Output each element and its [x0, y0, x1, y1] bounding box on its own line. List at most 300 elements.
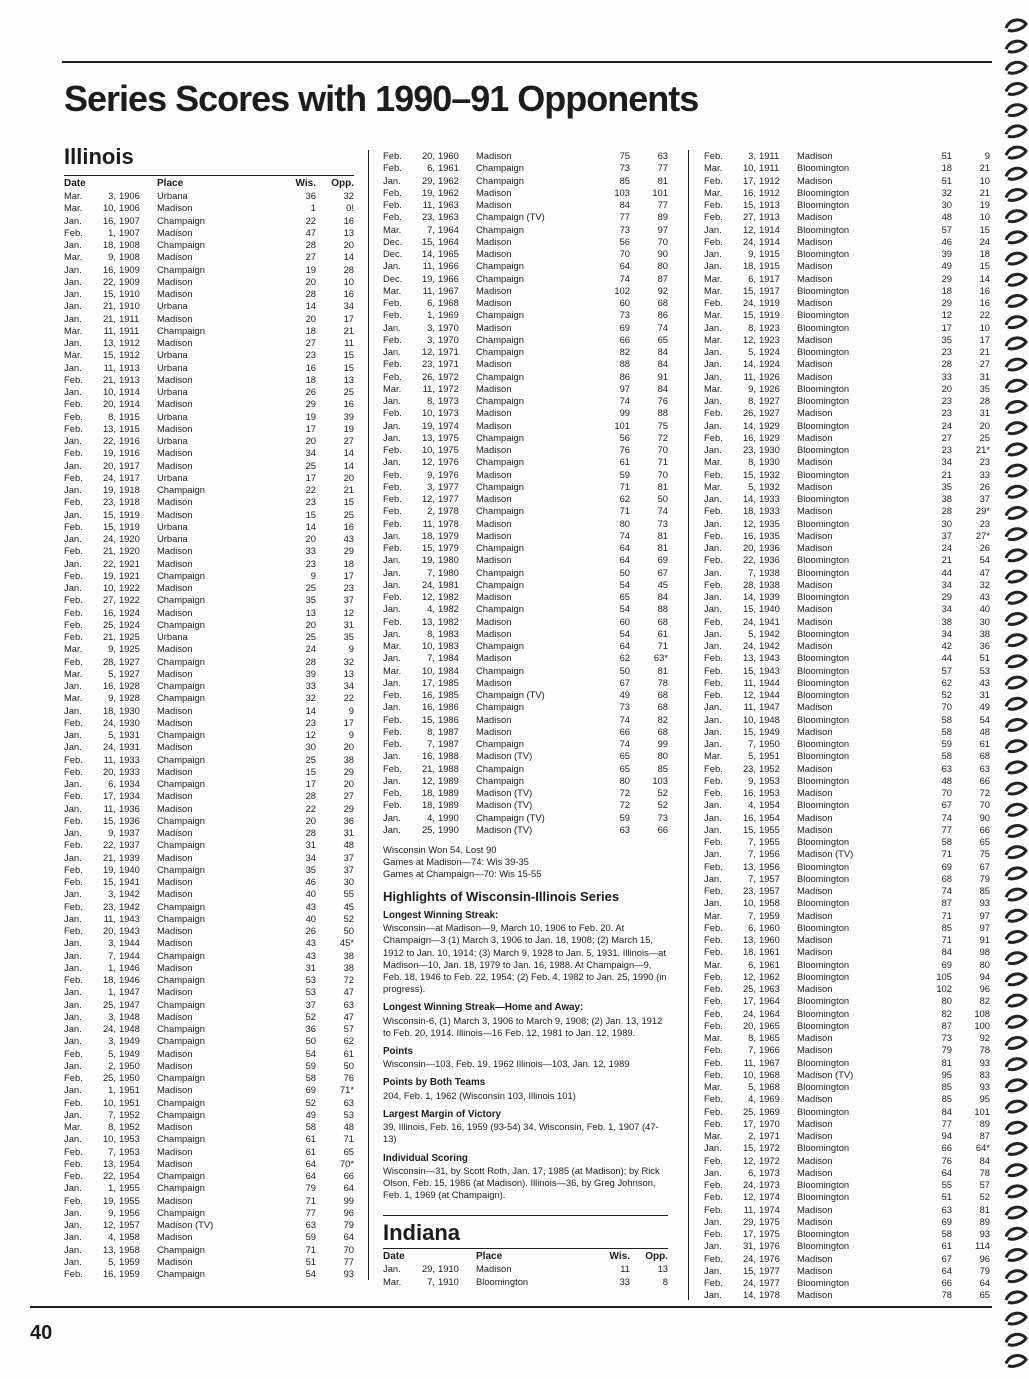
spiral-coil: [1006, 762, 1026, 773]
cell-day: 19,: [102, 863, 116, 875]
cell-wis: 14: [305, 300, 316, 312]
cell-opp: 32: [343, 655, 354, 667]
cell-month: Mar.: [64, 190, 83, 201]
table-row: [383, 738, 668, 750]
cell-place: Madison: [797, 603, 833, 615]
table-row: [64, 815, 354, 827]
cell-year: 1940: [759, 603, 780, 615]
cell-opp: 91: [979, 934, 990, 945]
table-row: [383, 150, 668, 162]
cell-wis: 44: [941, 652, 952, 664]
table-row: [704, 1277, 990, 1289]
cell-place: Madison: [797, 529, 833, 541]
cell-month: Jan.: [704, 1142, 722, 1154]
cell-place: Madison: [797, 885, 833, 896]
cell-place: Bloomington: [797, 799, 850, 811]
cell-day: 18,: [421, 529, 435, 541]
cell-place: Madison (TV): [476, 787, 533, 798]
cell-wis: 74: [619, 395, 630, 406]
cell-year: 1927: [119, 655, 140, 667]
table-row: [383, 236, 668, 248]
highlight-text: Wisconsin—at Madison—9, March 10, 1906 to Feb. 20. At Champaign—3 (1) March 3, 1906 to Jan. 18, 1908; (2) March 15, 1912 to Jan. 10, 1914; (3) March 9, 1928 to Jan. 5, 1931. Illinois—at Madison—10, Jan. 18, 1979 to Jan. 16, 1988. At Champaign—9, Feb. 18, 1946 to Feb. 22, 1954; (2) Feb. 4, 1982 to Jan. 25, 1990 (in progress).: [383, 922, 667, 995]
cell-opp: 85: [657, 762, 668, 774]
cell-opp: 77: [657, 199, 668, 210]
cell-opp: 17: [343, 716, 354, 728]
cell-month: Mar.: [704, 382, 723, 394]
cell-day: 11,: [103, 753, 116, 765]
table-row: [64, 986, 354, 998]
cell-month: Feb.: [704, 1154, 723, 1166]
cell-month: Feb.: [383, 468, 402, 480]
table-row: [704, 456, 990, 468]
cell-day: 12,: [421, 493, 435, 504]
cell-month: Feb.: [704, 1068, 723, 1080]
cell-day: 3,: [748, 150, 756, 161]
cell-month: Feb.: [383, 211, 402, 223]
cell-opp: 35: [343, 631, 354, 642]
cell-wis: 20: [305, 533, 316, 544]
table-row: [704, 407, 990, 419]
cell-place: Champaign: [157, 324, 205, 336]
cell-month: Jan.: [64, 802, 82, 814]
cell-year: 1927: [759, 407, 780, 419]
cell-year: 1974: [759, 1191, 780, 1203]
cell-place: Bloomington: [797, 493, 850, 504]
table-row: [704, 1057, 990, 1069]
cell-year: 1929: [759, 419, 780, 431]
cell-day: 3,: [427, 321, 435, 333]
table-row: [704, 211, 990, 223]
cell-opp: 29*: [975, 505, 990, 517]
cell-place: Champaign: [157, 900, 205, 912]
cell-month: Feb.: [704, 578, 723, 590]
cell-place: Champaign: [476, 346, 524, 357]
cell-place: Champaign: [476, 480, 524, 492]
cell-opp: 75: [657, 419, 668, 431]
cell-place: Bloomington: [797, 921, 850, 933]
cell-month: Mar.: [704, 480, 723, 492]
cell-day: 10,: [742, 897, 756, 909]
cell-wis: 62: [941, 676, 952, 688]
cell-day: 17,: [742, 1228, 756, 1239]
cell-month: Jan.: [383, 529, 401, 541]
series-summary: [383, 844, 668, 881]
cell-place: Bloomington: [797, 419, 850, 431]
table-row: [383, 603, 668, 615]
summary-line: Games at Champaign—70: Wis 15-55: [383, 868, 542, 880]
table-row: [64, 533, 354, 545]
section-rule: [64, 175, 354, 176]
cell-wis: 56: [619, 235, 630, 247]
cell-year: 1973: [438, 395, 459, 406]
cell-month: Jan.: [64, 729, 82, 740]
cell-opp: 25: [343, 508, 354, 520]
cell-opp: 98: [979, 946, 990, 958]
cell-month: Jan.: [64, 288, 82, 299]
cell-month: Jan.: [64, 961, 82, 973]
cell-opp: 39: [343, 410, 354, 422]
cell-opp: 81: [657, 480, 668, 492]
cell-year: 1964: [438, 235, 459, 247]
cell-opp: 78: [657, 676, 668, 688]
cell-month: Feb.: [704, 1019, 723, 1031]
cell-day: 12,: [742, 1191, 756, 1203]
cell-wis: 47: [305, 226, 316, 238]
cell-place: Champaign: [157, 1243, 205, 1255]
cell-place: Madison: [797, 542, 833, 553]
table-row: [704, 603, 990, 615]
table-row: [64, 827, 354, 839]
cell-wis: 38: [941, 493, 952, 504]
table-row: [64, 852, 354, 864]
cell-opp: 16: [343, 214, 354, 226]
table-row: [64, 337, 354, 349]
cell-year: 1930: [759, 444, 780, 455]
cell-month: Jan.: [704, 1264, 722, 1276]
cell-year: 1919: [759, 309, 780, 321]
cell-wis: 65: [619, 750, 630, 762]
cell-year: 1958: [119, 1243, 140, 1255]
cell-place: Champaign: [476, 309, 524, 321]
cell-place: Madison: [797, 407, 833, 419]
cell-year: 1990: [438, 811, 459, 823]
cell-opp: 93: [979, 1228, 990, 1239]
cell-month: Jan.: [383, 431, 401, 443]
cell-month: Feb.: [64, 422, 83, 434]
table-row: [704, 922, 990, 934]
cell-wis: 28: [941, 358, 952, 370]
cell-year: 1986: [438, 701, 459, 713]
cell-wis: 74: [619, 272, 630, 284]
cell-day: 16,: [742, 529, 756, 541]
cell-day: 14,: [742, 358, 756, 370]
cell-day: 25,: [742, 1105, 756, 1117]
cell-opp: 24: [979, 235, 990, 247]
cell-day: 6,: [108, 778, 116, 789]
cell-month: Feb.: [64, 471, 83, 483]
cell-wis: 23: [305, 716, 316, 728]
cell-opp: 63: [979, 762, 990, 774]
cell-wis: 23: [305, 557, 316, 569]
cell-year: 1971: [438, 346, 459, 357]
cell-year: 1966: [759, 1044, 780, 1056]
cell-year: 1914: [119, 386, 140, 397]
cell-wis: 85: [941, 1093, 952, 1105]
cell-month: Feb.: [704, 921, 723, 933]
cell-month: Jan.: [704, 444, 722, 455]
spiral-coil: [1006, 41, 1026, 52]
cell-opp: 45: [657, 578, 668, 590]
cell-wis: 15: [305, 765, 316, 777]
cell-place: Madison: [797, 725, 833, 737]
cell-day: 5,: [748, 346, 756, 357]
cell-day: 8,: [108, 410, 116, 422]
cell-place: Madison: [476, 235, 512, 247]
table-row: [704, 1204, 990, 1216]
cell-place: Madison: [157, 643, 193, 655]
cell-month: Feb.: [704, 652, 723, 664]
cell-day: 16,: [102, 680, 116, 691]
table-row: [704, 885, 990, 897]
cell-day: 15,: [742, 284, 756, 296]
cell-year: 1973: [759, 1179, 780, 1190]
cell-wis: 63: [619, 823, 630, 835]
cell-day: 12,: [742, 333, 756, 345]
illinois-table-a: [64, 190, 354, 1280]
cell-place: Urbana: [157, 361, 188, 373]
cell-year: 1989: [438, 799, 459, 811]
cell-day: 7,: [108, 949, 116, 961]
cell-year: 1924: [759, 358, 780, 370]
cell-month: Feb.: [383, 799, 402, 811]
cell-day: 18,: [102, 239, 116, 250]
cell-opp: 64: [343, 1231, 354, 1243]
cell-wis: 31: [305, 839, 316, 851]
spiral-coil: [1006, 932, 1026, 943]
spiral-coil: [1006, 1186, 1026, 1197]
spiral-coil: [1006, 253, 1026, 264]
cell-wis: 49: [305, 1108, 316, 1120]
cell-opp: 38: [343, 949, 354, 961]
cell-wis: 69: [941, 1215, 952, 1227]
cell-opp: 38: [979, 627, 990, 639]
cell-month: Jan.: [64, 1035, 82, 1047]
cell-opp: 71*: [339, 1084, 354, 1096]
cell-wis: 21: [941, 468, 952, 480]
cell-year: 1911: [119, 324, 140, 336]
cell-wis: 24: [941, 419, 952, 431]
spiral-coil: [1006, 1271, 1026, 1282]
cell-wis: 58: [941, 750, 952, 762]
cell-opp: 88: [657, 407, 668, 419]
cell-month: Feb.: [64, 410, 83, 422]
cell-day: 9,: [427, 468, 435, 480]
cell-opp: 70: [657, 235, 668, 247]
cell-day: 24,: [742, 1252, 756, 1264]
cell-month: Feb.: [704, 664, 723, 676]
cell-opp: 52: [979, 1191, 990, 1203]
cell-day: 9,: [108, 251, 116, 263]
cell-opp: 23: [979, 456, 990, 468]
cell-wis: 64: [619, 542, 630, 553]
table-row: [64, 1256, 354, 1268]
table-row: [704, 420, 990, 432]
cell-day: 7,: [748, 848, 756, 860]
cell-place: Madison: [157, 667, 193, 679]
cell-wis: 86: [619, 370, 630, 382]
cell-opp: 70: [343, 1243, 354, 1255]
cell-day: 24,: [742, 297, 756, 308]
cell-year: 1971: [438, 358, 459, 370]
cell-place: Urbana: [157, 435, 188, 446]
cell-year: 1967: [759, 1056, 780, 1068]
cell-opp: 94: [979, 970, 990, 982]
cell-wis: 76: [619, 444, 630, 455]
cell-opp: 89: [657, 211, 668, 223]
cell-day: 19,: [102, 1194, 116, 1206]
cell-wis: 28: [305, 790, 316, 802]
cell-opp: 31: [979, 689, 990, 700]
table-row: [383, 444, 668, 456]
cell-day: 18,: [421, 799, 435, 811]
spiral-coil: [1006, 677, 1026, 688]
cell-month: Mar.: [383, 664, 402, 676]
table-row: [383, 750, 668, 762]
spiral-coil: [1006, 1122, 1026, 1133]
cell-year: 1942: [759, 640, 780, 651]
table-row: [383, 358, 668, 370]
cell-month: Mar.: [64, 349, 83, 361]
cell-day: 10,: [421, 407, 435, 419]
cell-place: Bloomington: [797, 664, 850, 676]
cell-day: 4,: [748, 799, 756, 811]
cell-year: 1932: [759, 480, 780, 492]
header-wis: Wis.: [609, 1251, 630, 1263]
cell-opp: 76: [657, 395, 668, 406]
cell-wis: 99: [619, 407, 630, 419]
table-row: [64, 227, 354, 239]
cell-opp: 79: [979, 1264, 990, 1276]
cell-year: 1936: [119, 814, 140, 826]
cell-wis: 29: [305, 398, 316, 410]
table-row: [383, 322, 668, 334]
cell-opp: 73: [657, 517, 668, 529]
cell-month: Dec.: [383, 235, 403, 247]
cell-year: 1958: [119, 1231, 140, 1243]
cell-year: 1961: [759, 958, 780, 970]
cell-year: 1981: [438, 578, 459, 590]
cell-month: Mar.: [383, 1275, 402, 1287]
spiral-coil: [1006, 1038, 1026, 1049]
cell-month: Feb.: [383, 370, 402, 382]
cell-year: 1913: [759, 199, 780, 210]
cell-month: Feb.: [383, 199, 402, 210]
cell-wis: 55: [941, 1179, 952, 1190]
cell-year: 1932: [759, 468, 780, 480]
cell-wis: 17: [305, 471, 316, 483]
cell-day: 13,: [742, 652, 756, 664]
cell-day: 11,: [743, 1056, 756, 1068]
table-row: [64, 1048, 354, 1060]
cell-opp: 88: [657, 603, 668, 615]
cell-year: 1954: [119, 1170, 140, 1181]
cell-month: Mar.: [704, 750, 723, 762]
table-row: [704, 309, 990, 321]
cell-month: Jan.: [704, 713, 722, 725]
cell-place: Madison: [476, 297, 512, 308]
table-row: [64, 325, 354, 337]
cell-year: 1940: [119, 863, 140, 875]
table-row: [383, 579, 668, 591]
cell-wis: 33: [305, 545, 316, 557]
cell-month: Jan.: [704, 1215, 722, 1227]
table-row: [64, 251, 354, 263]
cell-month: Mar.: [704, 186, 723, 198]
spiral-coil: [1006, 380, 1026, 391]
table-row: [383, 665, 668, 677]
cell-place: Bloomington: [797, 1056, 850, 1068]
table-row: [64, 362, 354, 374]
cell-opp: 17: [979, 333, 990, 345]
cell-day: 20,: [421, 150, 435, 161]
table-row: [704, 505, 990, 517]
cell-opp: 83: [979, 1068, 990, 1080]
cell-month: Jan.: [383, 676, 401, 688]
cell-year: 1913: [759, 211, 780, 223]
cell-place: Madison: [157, 1194, 193, 1206]
cell-place: Bloomington: [797, 652, 850, 664]
cell-wis: 78: [941, 1289, 952, 1301]
cell-opp: 78: [979, 1044, 990, 1056]
cell-opp: 84: [657, 591, 668, 602]
cell-wis: 37: [941, 529, 952, 541]
cell-year: 1988: [438, 762, 459, 774]
cell-year: 1910: [119, 300, 140, 312]
cell-place: Madison: [797, 811, 833, 823]
cell-month: Feb.: [704, 1093, 723, 1105]
cell-place: Madison: [157, 496, 193, 508]
cell-place: Champaign: [476, 664, 524, 676]
cell-month: Feb.: [383, 738, 402, 749]
cell-day: 11,: [103, 361, 116, 373]
cell-opp: 108: [974, 1007, 990, 1019]
table-row: [704, 1179, 990, 1191]
cell-opp: 10: [979, 321, 990, 333]
cell-year: 1920: [119, 545, 140, 557]
cell-opp: 22: [979, 309, 990, 321]
cell-opp: 26: [979, 542, 990, 553]
cell-opp: 70: [657, 468, 668, 480]
table-row: [383, 162, 668, 174]
cell-wis: 82: [619, 346, 630, 357]
cell-wis: 34: [941, 603, 952, 615]
cell-year: 1926: [759, 370, 780, 382]
table-row: [383, 775, 668, 787]
table-row: [64, 705, 354, 717]
cell-year: 1978: [438, 505, 459, 517]
cell-year: 1951: [119, 1096, 140, 1108]
indiana-column-3: [704, 150, 990, 1302]
spiral-coil: [1006, 953, 1026, 964]
cell-opp: 99: [343, 1194, 354, 1206]
cell-day: 24,: [102, 741, 116, 753]
cell-year: 1915: [119, 410, 140, 422]
cell-year: 1980: [438, 566, 459, 578]
cell-opp: 38: [343, 753, 354, 765]
cell-month: Jan.: [383, 701, 401, 713]
cell-month: Feb.: [64, 398, 83, 410]
cell-opp: 40: [979, 603, 990, 615]
cell-year: 1934: [119, 778, 140, 789]
cell-opp: 37: [343, 863, 354, 875]
cell-month: Feb.: [704, 689, 723, 700]
table-row: [704, 432, 990, 444]
cell-wis: 23: [305, 349, 316, 361]
table-row: [704, 628, 990, 640]
cell-opp: 71: [657, 640, 668, 651]
cell-wis: 25: [305, 753, 316, 765]
table-row: [64, 460, 354, 472]
cell-wis: 76: [941, 1154, 952, 1166]
cell-day: 18,: [421, 787, 435, 798]
cell-day: 2,: [748, 1130, 756, 1141]
cell-wis: 64: [305, 1157, 316, 1169]
cell-wis: 85: [941, 921, 952, 933]
table-row: [64, 729, 354, 741]
cell-place: Bloomington: [797, 321, 850, 333]
cell-year: 1984: [438, 664, 459, 676]
cell-year: 1929: [759, 431, 780, 443]
